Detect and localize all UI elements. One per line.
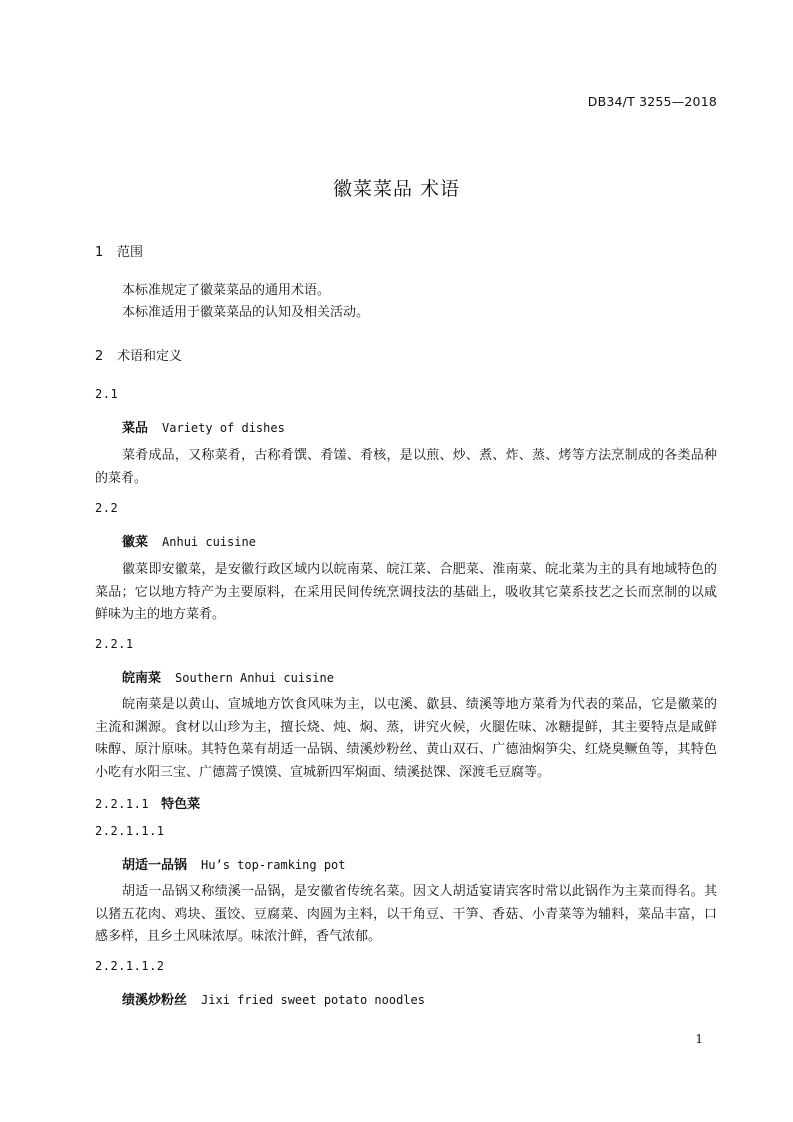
term-chinese: 绩溪炒粉丝 [122, 993, 188, 1008]
term-jixi-chaofensi [122, 989, 425, 1008]
clause-number: 2.2.1.1 [95, 797, 150, 811]
section-label: 术语和定义 [117, 349, 183, 364]
page-number: 1 [695, 1032, 703, 1046]
definition-huicai: 徽菜即安徽菜，是安徽行政区域内以皖南菜、皖江菜、合肥菜、淮南菜、皖北菜为主的具有地域特色的菜品；它以地方特产为主要原料，在采用民间传统烹调技法的基础上，吸收其它菜系技艺之长而烹制的以咸鲜味为主的地方菜肴。 [95, 562, 717, 622]
term-chinese: 徽菜 [122, 535, 149, 550]
term-chinese: 胡适一品锅 [122, 858, 188, 873]
term-chinese: 菜品 [122, 421, 149, 436]
term-english: Anhui cuisine [162, 535, 256, 549]
clause-number-2-2-1-1-1: 2.2.1.1.1 [95, 824, 165, 838]
term-huicai [122, 531, 256, 550]
clause-heading-2-2-1-1 [95, 793, 200, 812]
section-heading-scope [95, 241, 143, 260]
term-english: Jixi fried sweet potato noodles [201, 993, 425, 1007]
term-chinese: 皖南菜 [122, 671, 162, 686]
clause-number-2-2-1: 2.2.1 [95, 637, 134, 651]
term-english: Hu’s top-ramking pot [201, 858, 346, 872]
clause-label: 特色菜 [161, 797, 201, 812]
term-wannancai [122, 667, 334, 686]
scope-paragraph-2: 本标准适用于徽菜菜品的认知及相关活动。 [122, 305, 370, 320]
term-hushi-yipinguo [122, 854, 346, 873]
page-title: 徽菜菜品 术语 [332, 178, 461, 200]
document-id: DB34/T 3255—2018 [587, 94, 717, 109]
term-english: Southern Anhui cuisine [175, 671, 334, 685]
clause-number-2-2: 2.2 [95, 501, 119, 515]
definition-wannancai: 皖南菜是以黄山、宣城地方饮食风味为主，以屯溪、歙县、绩溪等地方菜肴为代表的菜品，它是徽菜的主流和渊源。食材以山珍为主，擅长烧、炖、焖、蒸，讲究火候，火腿佐味、冰糖提鲜，其主要特点是咸鲜味醇、原汁原味。其特色菜有胡适一品锅、绩溪炒粉丝、黄山双石、广德油焖笋尖、红烧臭鳜鱼等，其特色小吃有水阳三宝、广德蒿子馍馍、宣城新四军焖面、绩溪挞馃、深渡毛豆腐等。 [95, 697, 717, 780]
scope-paragraph-1: 本标准规定了徽菜菜品的通用术语。 [122, 283, 331, 298]
clause-number-2-1: 2.1 [95, 387, 119, 401]
section-heading-terms [95, 345, 182, 364]
definition-caipin: 菜肴成品，又称菜肴，古称肴馔、肴馐、肴核，是以煎、炒、煮、炸、蒸、烤等方法烹制成的各类品种的菜肴。 [95, 448, 717, 486]
section-number: 2 [95, 349, 104, 364]
term-caipin [122, 417, 285, 436]
definition-hushi-yipinguo: 胡适一品锅又称绩溪一品锅，是安徽省传统名菜。因文人胡适宴请宾客时常以此锅作为主菜而得名。其以猪五花肉、鸡块、蛋饺、豆腐菜、肉圆为主料，以干角豆、干笋、香菇、小青菜等为辅料，菜品丰富，口感多样，且乡土风味浓厚。味浓汁鲜，香气浓郁。 [95, 884, 717, 944]
section-number: 1 [95, 245, 104, 260]
clause-number-2-2-1-1-2: 2.2.1.1.2 [95, 959, 165, 973]
section-label: 范围 [117, 245, 144, 260]
term-english: Variety of dishes [162, 421, 285, 435]
